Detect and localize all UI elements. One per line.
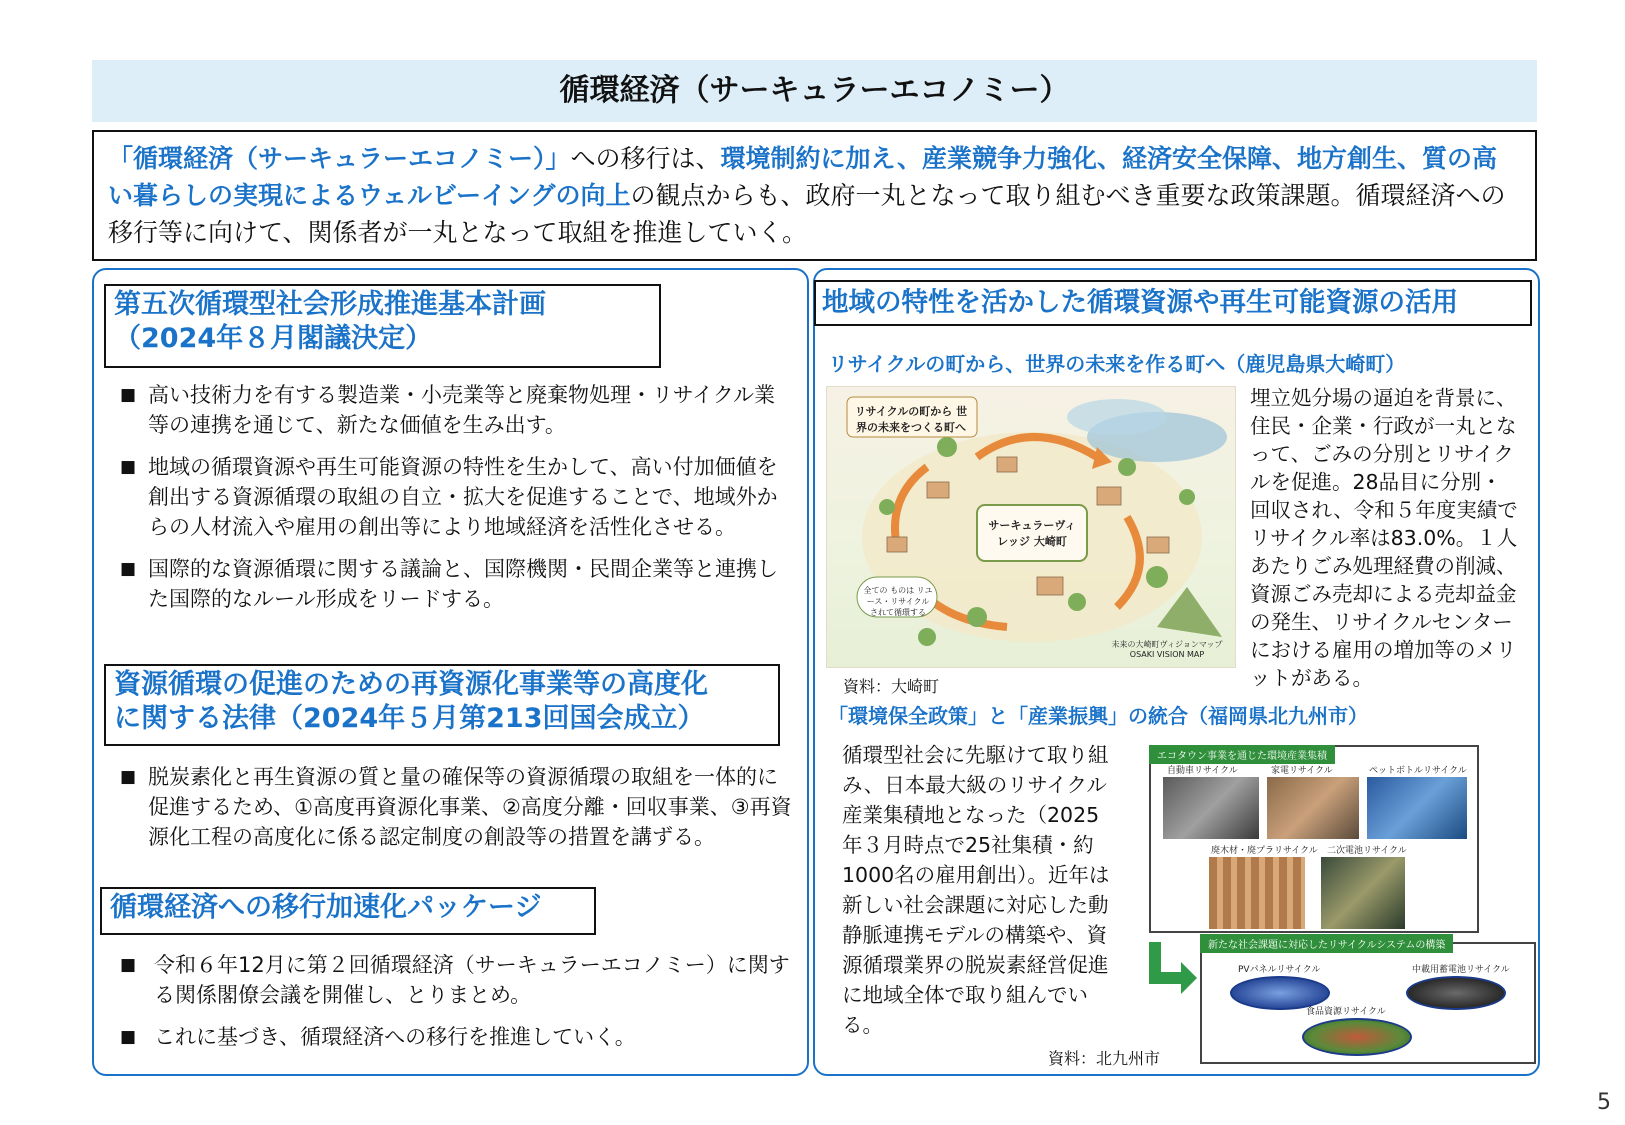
food-resource-image — [1302, 1018, 1412, 1056]
page-title: 循環経済（サーキュラーエコノミー） — [92, 60, 1537, 122]
intro-term: 「循環経済（サーキュラーエコノミー）」 — [108, 144, 571, 173]
photo-wood-recycling — [1209, 857, 1305, 929]
photo-label: 二次電池リサイクル — [1327, 846, 1407, 856]
photo-battery-recycling — [1321, 857, 1405, 929]
new-recycling-system-image — [1200, 942, 1536, 1064]
photo-label: 廃木材・廃プラリサイクル — [1211, 846, 1318, 856]
plan-bullets — [106, 380, 796, 626]
map-center-label: サーキュラーヴィレッジ 大崎町 — [988, 519, 1076, 548]
section-title-law-line1: 資源循環の促進のための再資源化事業等の高度化 — [114, 669, 708, 700]
photo-appliance-recycling — [1267, 777, 1359, 839]
map-caption: 未来の大崎町ヴィジョンマップ OSAKI VISION MAP — [1111, 640, 1223, 659]
list-item: ■ 地域の循環資源や再生可能資源の特性を生かして、高い付加価値を創出する資源循環の取組の自立・拡大を促進することで、地域外からの人材流入や雇用の創出等により地域経済を活性化させる。 — [106, 452, 796, 542]
source-osaki: 資料：大崎町 — [843, 677, 940, 696]
photo-label: 自動車リサイクル — [1167, 766, 1238, 776]
section-title-plan-line1: 第五次循環型社会形成推進基本計画 — [114, 289, 546, 320]
battery-image — [1406, 976, 1506, 1010]
photo-car-recycling — [1163, 777, 1259, 839]
system-label: 食品資源リサイクル — [1306, 1007, 1386, 1017]
map-note: 全ての ものは リユース・リサイクル されて循環する — [863, 586, 933, 617]
list-item: ■ 国際的な資源循環に関する議論と、国際機関・民間企業等と連携した国際的なルール形成をリードする。 — [106, 554, 796, 614]
law-bullets — [106, 762, 796, 864]
bullet-mark: ■ — [120, 559, 137, 579]
photo-label: 家電リサイクル — [1271, 766, 1333, 776]
system-label: 中載用蓄電池リサイクル — [1412, 965, 1510, 975]
case-heading-osaki: リサイクルの町から、世界の未来を作る町へ（鹿児島県大崎町） — [828, 352, 1406, 376]
intro-text-1: への移行は、 — [570, 144, 721, 173]
section-title-plan-line2: （2024年８月閣議決定） — [114, 323, 433, 354]
list-item: ■ これに基づき、循環経済への移行を推進していく。 — [106, 1022, 796, 1052]
bullet-mark: ■ — [120, 1027, 137, 1047]
bullet-mark: ■ — [120, 385, 137, 405]
bullet-mark: ■ — [120, 767, 137, 787]
photo-pet-recycling — [1367, 777, 1467, 839]
ecotown-image-header: エコタウン事業を通じた環境産業集積 — [1149, 745, 1335, 764]
photo-label: ペットボトルリサイクル — [1369, 766, 1467, 776]
section-title-law-line2: に関する法律（2024年５月第213回国会成立） — [114, 703, 705, 734]
case-text-osaki: 埋立処分場の逼迫を背景に、住民・企業・行政が一丸となって、ごみの分別とリサイクルを促進。28品目に分別・回収され、令和５年度実績でリサイクル率は83.0%。１人あたりごみ処理経費の削減、資源ごみ売却による売却益金の発生、リサイクルセンターにおける雇用の増加等のメリットがある。 — [1250, 386, 1518, 690]
ecotown-image — [1149, 745, 1479, 933]
new-system-image-header: 新たな社会課題に対応したリサイクルシステムの構築 — [1200, 934, 1453, 953]
section-title-plan — [104, 284, 661, 368]
section-title-regional: 地域の特性を活かした循環資源や再生可能資源の活用 — [814, 280, 1532, 326]
source-kitakyushu: 資料：北九州市 — [1048, 1049, 1161, 1068]
bullet-mark: ■ — [120, 955, 137, 975]
page-number: 5 — [1597, 1090, 1611, 1115]
osaki-vision-map — [826, 386, 1236, 668]
intro-box — [92, 130, 1537, 261]
intro-highlight: 環境制約に加え、産業競争力強化、経済安全保障、地方創生、質の高い暮らしの実現によるウェルビーイングの向上 — [108, 144, 1498, 210]
list-item: ■ 令和６年12月に第２回循環経済（サーキュラーエコノミー）に関する関係閣僚会議を開催し、とりまとめ。 — [106, 950, 796, 1010]
arrow-right-icon — [1143, 940, 1199, 996]
list-item: ■ 脱炭素化と再生資源の質と量の確保等の資源循環の取組を一体的に促進するため、①高度再資源化事業、②高度分離・回収事業、③再資源化工程の高度化に係る認定制度の創設等の措置を講ずる。 — [106, 762, 796, 852]
intro-text-2: の観点からも、政府一丸となって取り組むべき重要な政策課題。循環経済への移行等に向けて、関係者が一丸となって取組を推進していく。 — [108, 181, 1506, 247]
map-title: リサイクルの町から 世界の未来をつくる町へ — [854, 405, 968, 434]
section-title-law — [104, 664, 780, 746]
section-title-package: 循環経済への移行加速化パッケージ — [100, 887, 596, 935]
case-text-kitakyushu: 循環型社会に先駆けて取り組み、日本最大級のリサイクル産業集積地となった（2025年３月時点で25社集積・約1000名の雇用創出）。近年は新しい社会課題に対応した動静脈連携モデルの構築や、資源循環業界の脱炭素経営促進に地域全体で取り組んでいる。 — [842, 743, 1110, 1037]
system-label: PVパネルリサイクル — [1238, 965, 1321, 975]
package-bullets — [106, 950, 796, 1064]
case-heading-kitakyushu: 「環境保全政策」と「産業振興」の統合（福岡県北九州市） — [828, 704, 1368, 728]
bullet-mark: ■ — [120, 457, 137, 477]
list-item: ■ 高い技術力を有する製造業・小売業等と廃棄物処理・リサイクル業等の連携を通じて、新たな価値を生み出す。 — [106, 380, 796, 440]
